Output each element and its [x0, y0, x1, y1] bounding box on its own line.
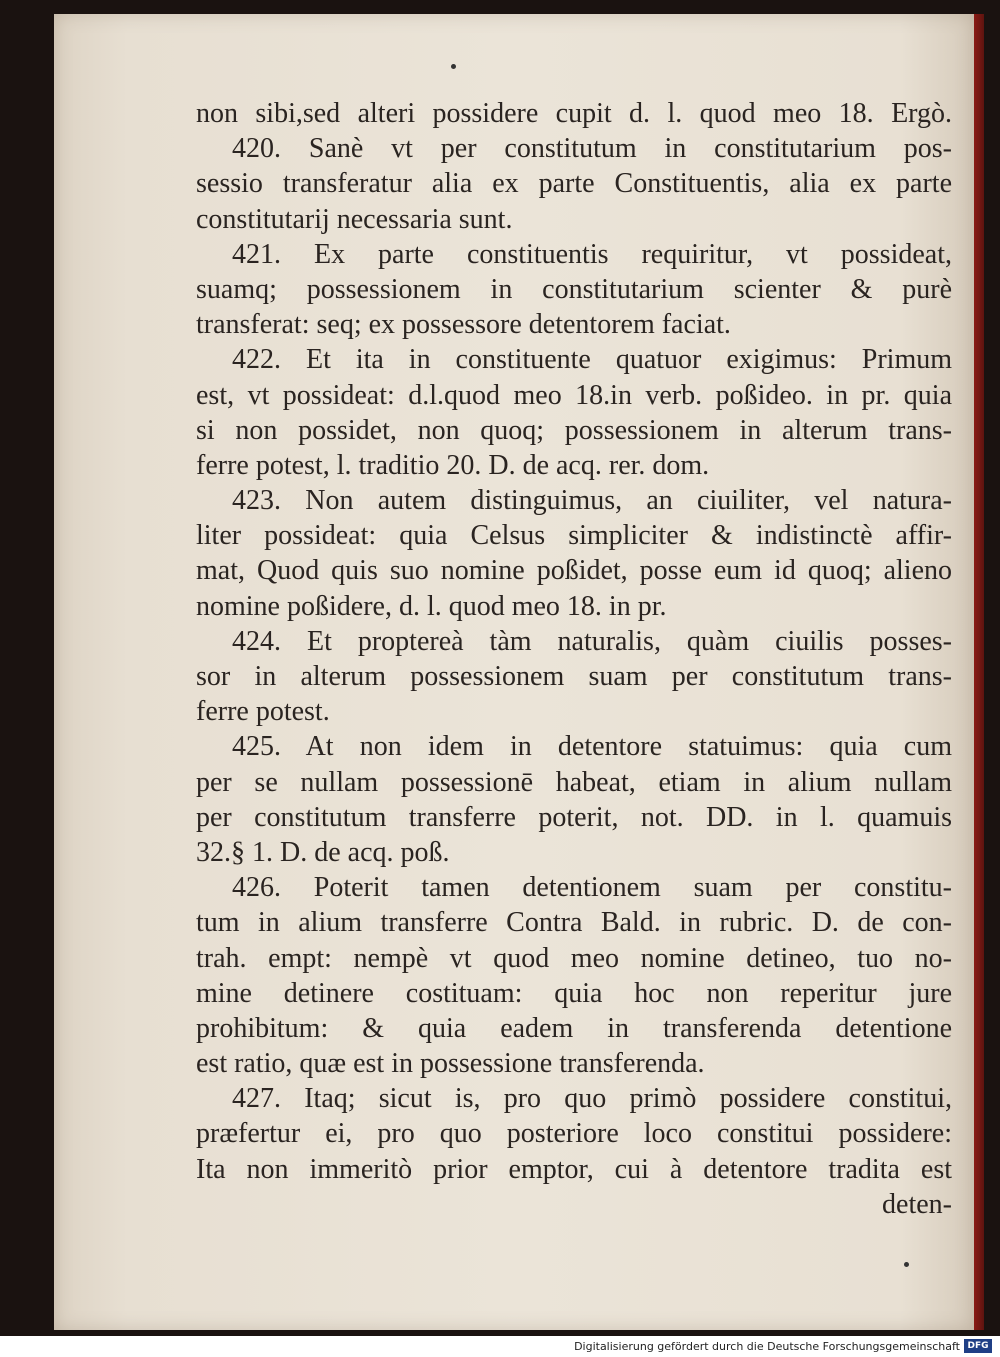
text-line: per se nullam possessionē habeat, etiam in alium nullam [196, 766, 952, 798]
text-line: 427. Itaq; sicut is, pro quo primò possidere constitui, [232, 1083, 952, 1115]
text-line: 426. Poterit tamen detentionem suam per constitu- [232, 872, 952, 904]
text-line: non sibi,sed alteri possidere cupit d. l. quod meo 18. Ergò. [196, 98, 952, 129]
text-line: mat, Quod quis suo nomine poßidet, posse eum id quoq; alieno [196, 555, 952, 587]
text-line: sor in alterum possessionem suam per constitutum trans- [196, 661, 952, 692]
text-line: 425. At non idem in detentore statuimus: quia cum [232, 731, 952, 763]
text-line: ferre potest. [196, 696, 330, 728]
text-line: transferat: seq; ex possessore detentorem faciat. [196, 309, 731, 341]
text-line: per constitutum transferre poterit, not. DD. in l. quamuis [196, 801, 952, 833]
text-line: præfertur ei, pro quo posteriore loco constitui possidere: [196, 1118, 952, 1150]
text-line: 424. Et proptereà tàm naturalis, quàm ciuilis posses- [232, 625, 952, 657]
page-mark-top [451, 64, 456, 69]
text-line: 423. Non autem distinguimus, an ciuiliter, vel natura- [232, 485, 952, 517]
text-line: mine detinere costituam: quia hoc non reperitur jure [196, 977, 952, 1009]
page-text [196, 96, 952, 1222]
text-line: est, vt possideat: d.l.quod meo 18.in verb. poßideo. in pr. quia [196, 379, 952, 411]
text-line: sessio transferatur alia ex parte Constituentis, alia ex parte [196, 168, 952, 200]
text-line: prohibitum: & quia eadem in transferenda detentione [196, 1012, 952, 1044]
text-line: trah. empt: nempè vt quod meo nomine detineo, tuo no- [196, 942, 952, 974]
text-line: 32.§ 1. D. de acq. poß. [196, 836, 450, 868]
text-line: Ita non immeritò prior emptor, cui à detentore tradita est [196, 1153, 952, 1185]
footer-credit: Digitalisierung gefördert durch die Deutsche Forschungsgemeinschaft [574, 1340, 960, 1353]
text-line: 422. Et ita in constituente quatuor exigimus: Primum [232, 344, 952, 376]
text-line: suamq; possessionem in constitutarium scienter & purè [196, 273, 952, 305]
page-edge [974, 14, 984, 1330]
text-line: constitutarij necessaria sunt. [196, 203, 513, 235]
dfg-logo: DFG [964, 1339, 992, 1353]
catchword: deten- [882, 1188, 952, 1220]
text-line: nomine poßidere, d. l. quod meo 18. in pr. [196, 590, 667, 622]
text-line: 421. Ex parte constituentis requiritur, vt possideat, [232, 238, 952, 270]
footer-bar [0, 1336, 1000, 1357]
text-line: est ratio, quæ est in possessione transferenda. [196, 1048, 705, 1080]
text-line: ferre potest, l. traditio 20. D. de acq. rer. dom. [196, 449, 710, 481]
text-line: liter possideat: quia Celsus simpliciter & indistinctè affir- [196, 520, 952, 552]
text-line: si non possidet, non quoq; possessionem in alterum trans- [196, 414, 952, 446]
text-line: 420. Sanè vt per constitutum in constitutarium pos- [232, 133, 952, 165]
page-mark-bottom [904, 1262, 909, 1267]
text-line: tum in alium transferre Contra Bald. in rubric. D. de con- [196, 907, 952, 939]
